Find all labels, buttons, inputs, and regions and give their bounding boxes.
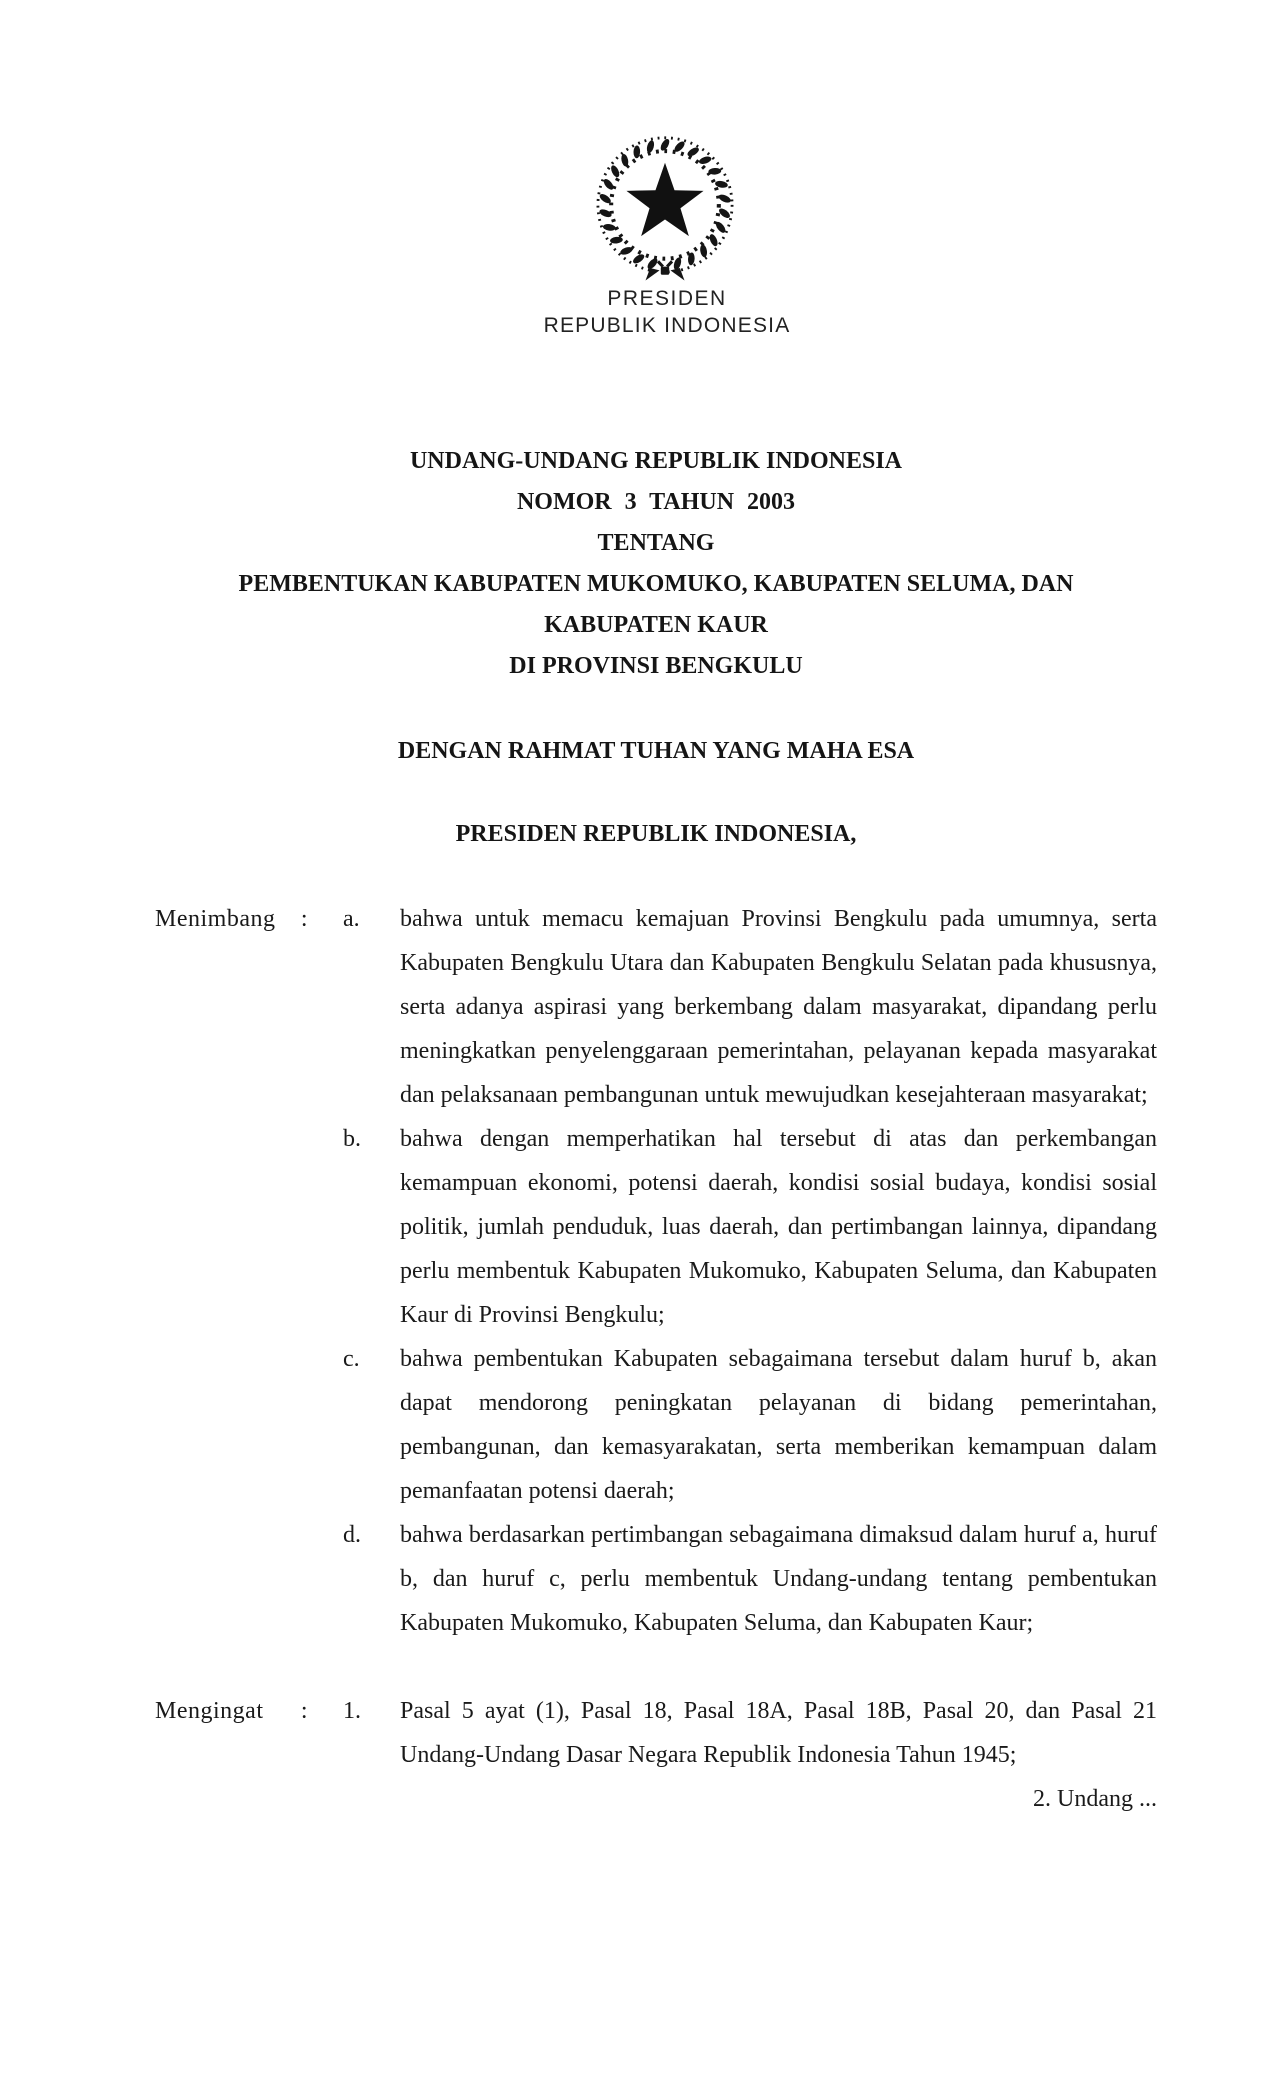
item-text: bahwa berdasarkan pertimbangan sebagaimana dimaksud dalam huruf a, huruf b, dan huruf c, perlu membentuk Undang-undang tentang pembentukan Kabupaten Mukomuko, Kabupaten Seluma, dan Kabupaten Kaur; (400, 1522, 1157, 1636)
star-wreath-emblem-icon (586, 130, 744, 286)
consideration-item-c (343, 1337, 1157, 1513)
item-text: bahwa dengan memperhatikan hal tersebut di atas dan perkembangan kemampuan ekonomi, potensi daerah, kondisi sosial budaya, kondisi sosial politik, jumlah penduduk, luas daerah, dan pertimbangan lainnya, dipandang perlu membentuk Kabupaten Mukomuko, Kabupaten Seluma, dan Kabupaten Kaur di Provinsi Bengkulu; (400, 1126, 1157, 1328)
considerations-label-colon: : (300, 906, 308, 932)
item-marker: 1. (343, 1698, 361, 1724)
consideration-item-d (343, 1513, 1157, 1645)
legal-basis-label-colon: : (300, 1698, 308, 1724)
title-line-subject-1: PEMBENTUKAN KABUPATEN MUKOMUKO, KABUPATEN SELUMA, DAN (238, 571, 1074, 597)
item-marker: c. (343, 1346, 360, 1372)
item-text: bahwa untuk memacu kemajuan Provinsi Bengkulu pada umumnya, serta Kabupaten Bengkulu Utara dan Kabupaten Bengkulu Selatan pada khususnya, serta adanya aspirasi yang berkembang dalam masyarakat, dipandang perlu meningkatkan penyelenggaraan pemerintahan, pelayanan kepada masyarakat dan pelaksanaan pembangunan untuk mewujudkan kesejahteraan masyarakat; (400, 906, 1157, 1108)
invocation-line: DENGAN RAHMAT TUHAN YANG MAHA ESA (397, 738, 915, 764)
legal-basis-label-text: Mengingat (155, 1698, 264, 1724)
considerations-items (343, 897, 1157, 1645)
legal-basis-item-1 (343, 1689, 1157, 1777)
title-line-subject-2: KABUPATEN KAUR (544, 612, 768, 638)
title-line-tentang: TENTANG (597, 530, 715, 556)
legal-basis-section (155, 1689, 1157, 1777)
item-text: bahwa pembentukan Kabupaten sebagaimana tersebut dalam huruf b, akan dapat mendorong peningkatan pelayanan di bidang pemerintahan, pembangunan, dan kemasyarakatan, serta memberikan kemampuan dalam pemanfaatan potensi daerah; (400, 1346, 1157, 1504)
consideration-item-a (343, 897, 1157, 1117)
letterhead-republik-indonesia: REPUBLIK INDONESIA (543, 314, 791, 337)
letterhead-presiden: PRESIDEN (607, 287, 727, 310)
title-line-number: NOMOR 3 TAHUN 2003 (516, 489, 796, 515)
item-text: Pasal 5 ayat (1), Pasal 18, Pasal 18A, Pasal 18B, Pasal 20, dan Pasal 21 Undang-Undang Dasar Negara Republik Indonesia Tahun 1945; (400, 1698, 1157, 1768)
title-line-1: UNDANG-UNDANG REPUBLIK INDONESIA (409, 448, 903, 474)
considerations-label (155, 897, 308, 941)
legal-basis-label (155, 1689, 308, 1733)
document-body (155, 897, 1157, 1821)
item-marker: d. (343, 1522, 361, 1548)
consideration-item-b (343, 1117, 1157, 1337)
authority-line: PRESIDEN REPUBLIK INDONESIA, (455, 821, 857, 847)
considerations-label-text: Menimbang (155, 906, 276, 932)
title-line-province: DI PROVINSI BENGKULU (509, 653, 803, 679)
item-marker: a. (343, 906, 360, 932)
legal-basis-items (343, 1689, 1157, 1777)
page-catchword: 2. Undang ... (1033, 1786, 1157, 1812)
star-shape (626, 163, 703, 236)
item-marker: b. (343, 1126, 361, 1152)
considerations-section (155, 897, 1157, 1645)
law-title-block (155, 441, 1157, 687)
